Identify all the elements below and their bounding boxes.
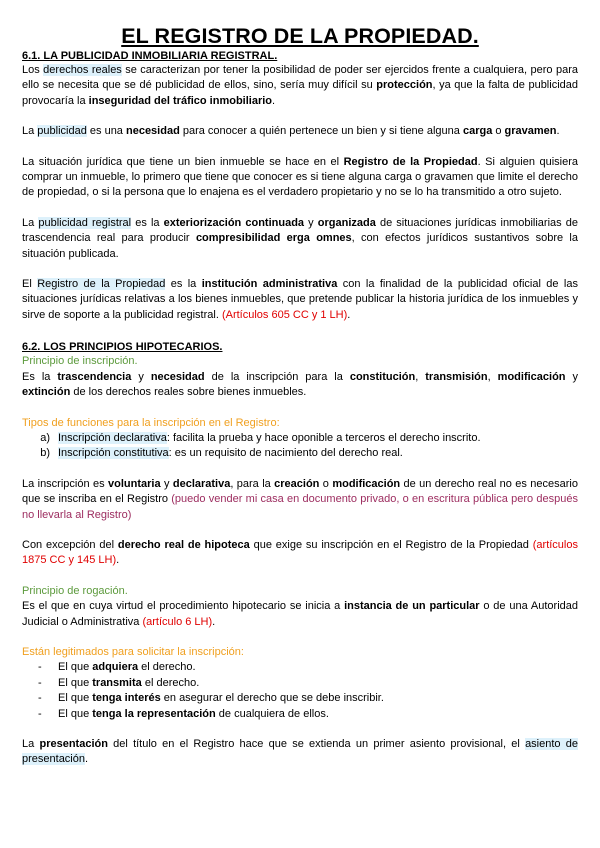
paragraph-publicidad-registral: La publicidad registral es la exteriorización continuada y organizada de situaciones jurídicas inmobiliarias de trascendencia real para producir compresibilidad erga omnes, con efectos jurídicos sustantivos sobre la situación publicada. [22, 216, 578, 260]
list-item: b) Inscripción constitutiva: es un requisito de nacimiento del derecho real. [40, 447, 403, 460]
paragraph-derechos-reales: Los derechos reales se caracterizan por tener la posibilidad de poder ser ejercidos frente a cualquiera, pero para ello se necesita que se dé publicidad de ellos, sino, sería muy difícil su protección, ya que la falta de publicidad provocaría la inseguridad del tráfico inmobiliario. [22, 64, 578, 107]
highlight-publicidad-registral: publicidad registral [38, 216, 132, 229]
paragraph-rogacion: Es el que en cuya virtud el procedimiento hipotecario se inicia a instancia de un particular o de una Autoridad Judicial o Administrativa (artículo 6 LH). [22, 600, 578, 628]
legitimados-list [22, 660, 578, 722]
section-heading-publicidad: 6.1. LA PUBLICIDAD INMOBILIARIA REGISTRAL. [22, 50, 278, 62]
subheading-principio-inscripcion: Principio de inscripción. [22, 355, 138, 368]
paragraph-hipoteca: Con excepción del derecho real de hipoteca que exige su inscripción en el Registro de la Propiedad (artículos 1875 CC y 145 LH). [22, 538, 578, 567]
paragraph-inscripcion-voluntaria: La inscripción es voluntaria y declarativa, para la creación o modificación de un derecho real no es necesario que se inscriba en el Registro (puedo vender mi casa en documento privado, o en escritura pública pero después no llevarla al Registro) [22, 477, 578, 521]
list-item: - El que transmita el derecho. [38, 676, 200, 689]
paragraph-situacion-juridica: La situación jurídica que tiene un bien inmueble se hace en el Registro de la Propiedad. Si alguien quisiera comprar un inmueble, lo primero que tiene que conocer es si tiene alguna carga o gravamen que limite el derecho de propiedad, o si la persona que lo enajena es el verdadero propietario y no se lo ha transmitido a otro sujeto. [22, 155, 578, 199]
paragraph-registro-propiedad: El Registro de la Propiedad es la institución administrativa con la finalidad de la publicidad oficial de las situaciones jurídicas relativas a los bienes inmuebles, que pretende publicar la historia jurídica de los inmuebles y sirve de soporte a la publicidad registral. (Artículos 605 CC y 1 LH). [22, 278, 578, 321]
paragraph-presentacion: La presentación del título en el Registro hace que se extienda un primer asiento provisional, el asiento de presentación. [22, 738, 578, 766]
subheading-legitimados: Están legitimados para solicitar la inscripción: [22, 645, 244, 658]
list-item: - El que tenga la representación de cualquiera de ellos. [38, 707, 329, 720]
highlight-publicidad: publicidad [37, 125, 87, 138]
legal-reference: (artículo 6 LH) [142, 615, 213, 628]
types-list [22, 431, 578, 462]
document-page [22, 25, 578, 768]
subheading-tipos-funciones: Tipos de funciones para la inscripción en el Registro: [22, 416, 280, 429]
section-heading-principios: 6.2. LOS PRINCIPIOS HIPOTECARIOS. [22, 341, 223, 354]
highlight-asiento-presentacion: asiento de presentación [22, 738, 578, 766]
legal-reference: (Artículos 605 CC y 1 LH) [221, 308, 348, 321]
subheading-principio-rogacion: Principio de rogación. [22, 584, 128, 597]
paragraph-trascendencia: Es la trascendencia y necesidad de la inscripción para la constitución, transmisión, modificación y extinción de los derechos reales sobre bienes inmuebles. [22, 370, 578, 399]
list-item: - El que adquiera el derecho. [38, 661, 196, 674]
list-item: a) Inscripción declarativa: facilita la prueba y hace oponible a terceros el derecho inscrito. [40, 431, 481, 444]
example-note: (puedo vender mi casa en documento privado, o en escritura pública pero después no llevarla al Registro) [22, 493, 578, 521]
highlight-derechos-reales: derechos reales [43, 64, 122, 76]
page-title: EL REGISTRO DE LA PROPIEDAD. [121, 24, 479, 48]
paragraph-publicidad-necesidad: La publicidad es una necesidad para conocer a quién pertenece un bien y si tiene alguna carga o gravamen. [22, 125, 560, 138]
legal-reference: (artículos 1875 CC y 145 LH) [22, 538, 578, 567]
highlight-registro-propiedad: Registro de la Propiedad [37, 278, 166, 291]
list-item: - El que tenga interés en asegurar el derecho que se debe inscribir. [38, 692, 384, 705]
